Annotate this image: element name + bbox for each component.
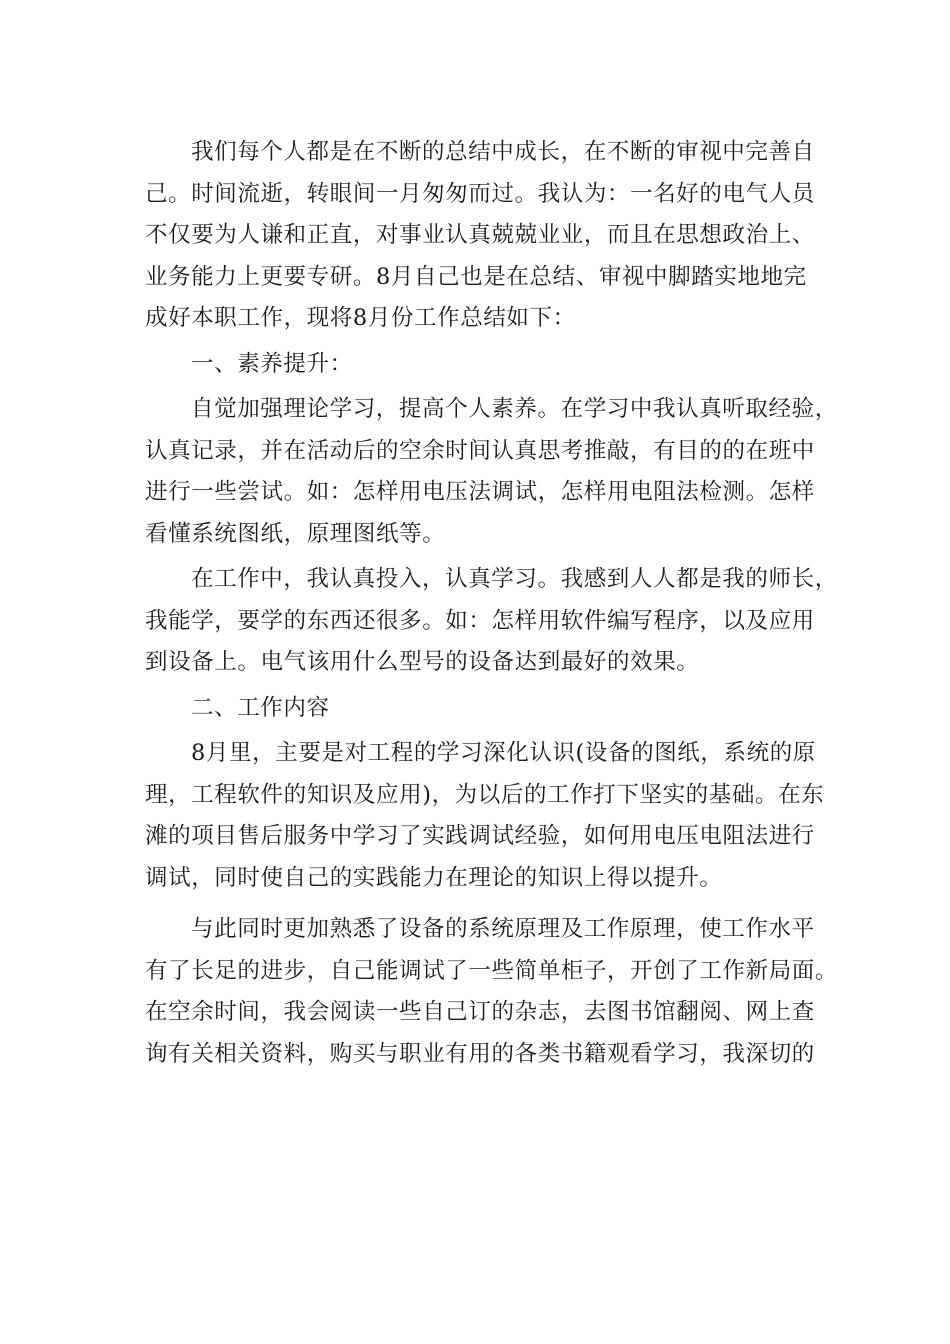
- document-body: [145, 132, 839, 1075]
- section-heading: 二、工作内容: [191, 694, 330, 721]
- paragraph-line: 调试，同时使自己的实践能力在理论的知识上得以提升。: [145, 864, 723, 891]
- paragraph-line: 理，工程软件的知识及应用)，为以后的工作打下坚实的基础。在东: [145, 781, 825, 808]
- paragraph-line: 询有关相关资料，购买与职业有用的各类书籍观看学习，我深切的: [145, 1040, 815, 1067]
- paragraph-line: 成好本职工作，现将8月份工作总结如下：: [145, 305, 576, 331]
- paragraph-line: 在工作中，我认真投入，认真学习。我感到人人都是我的师长，: [191, 566, 838, 592]
- paragraph-line: 我能学，要学的东西还很多。如：怎样用软件编写程序，以及应用: [145, 607, 815, 634]
- paragraph-line: 自觉加强理论学习，提高个人素养。在学习中我认真听取经验，: [191, 396, 838, 422]
- paragraph-line: 看懂系统图纸，原理图纸等。: [145, 520, 446, 547]
- paragraph-line: 有了长足的进步，自己能调试了一些简单柜子，开创了工作新局面。: [145, 957, 839, 984]
- paragraph-line: 到设备上。电气该用什么型号的设备达到最好的效果。: [145, 649, 700, 675]
- section-heading: 一、素养提升：: [191, 350, 353, 377]
- paragraph-line: 进行一些尝试。如：怎样用电压法调试，怎样用电阻法检测。怎样: [145, 479, 815, 505]
- paragraph-line: 业务能力上更要专研。8月自己也是在总结、审视中脚踏实地地完: [145, 263, 807, 290]
- paragraph-line: 滩的项目售后服务中学习了实践调试经验，如何用电压电阻法进行: [145, 823, 815, 849]
- paragraph-line: 不仅要为人谦和正直，对事业认真兢兢业业，而且在思想政治上、: [145, 222, 815, 248]
- paragraph-line: 己。时间流逝，转眼间一月匆匆而过。我认为：一名好的电气人员: [145, 180, 815, 207]
- paragraph-line: 在空余时间，我会阅读一些自己订的杂志，去图书馆翻阅、网上查: [145, 999, 815, 1025]
- paragraph-line: 认真记录，并在活动后的空余时间认真思考推敲，有目的的在班中: [145, 437, 815, 464]
- paragraph-line: 与此同时更加熟悉了设备的系统原理及工作原理，使工作水平: [191, 916, 815, 942]
- paragraph-line: 我们每个人都是在不断的总结中成长，在不断的审视中完善自: [191, 139, 815, 165]
- paragraph-line: 8月里，主要是对工程的学习深化认识(设备的图纸，系统的原: [191, 740, 816, 766]
